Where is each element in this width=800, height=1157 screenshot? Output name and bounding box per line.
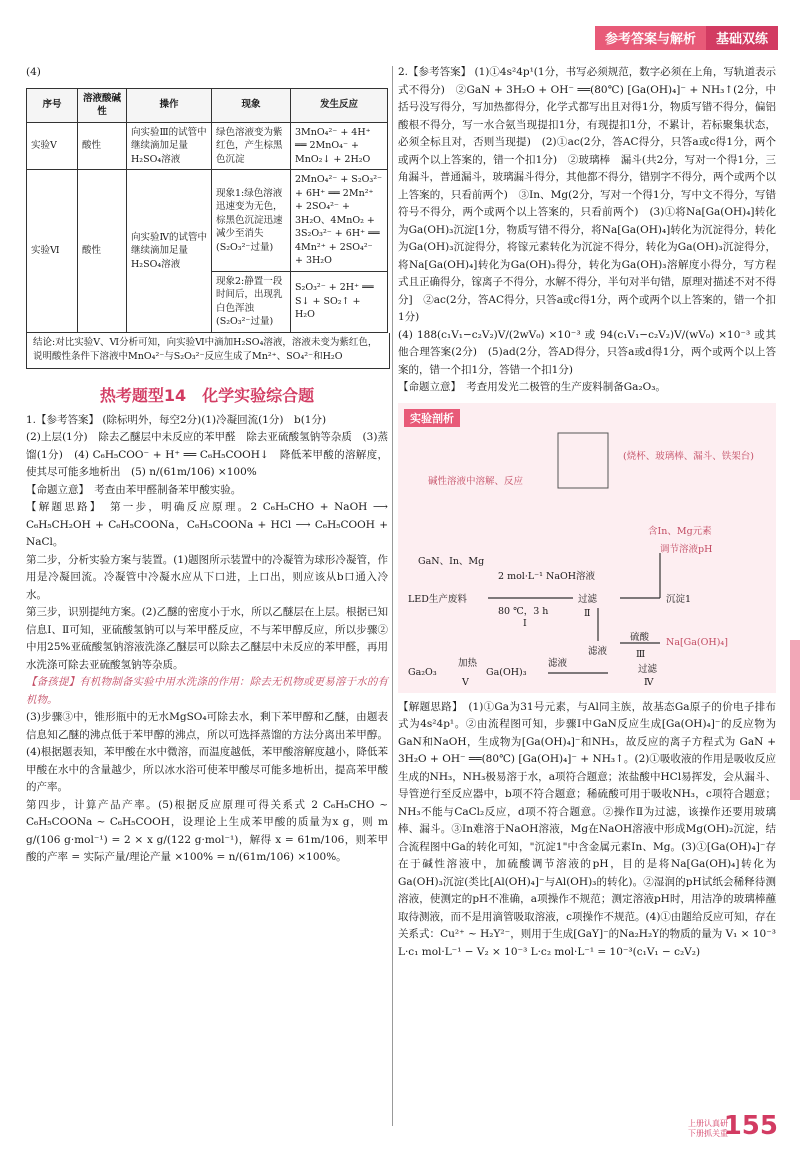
table-header-row — [27, 88, 388, 122]
experiment-tag: 实验剖析 — [404, 409, 460, 427]
flow-reagent: 2 mol·L⁻¹ NaOH溶液 — [498, 570, 596, 582]
header-banner — [595, 26, 778, 50]
solution-paragraph: 第二步，分析实验方案与装置。(1)题图所示装置中的冷凝管为球形冷凝管，作用是冷凝回流。冷凝管中冷凝水应从下口进，上口出，则应该从b口通入冷水。 — [26, 553, 388, 601]
banner-answers: 参考答案与解析 — [595, 26, 706, 50]
solution-paragraph: 【解题思路】 第一步，明确反应原理。2 C₆H₅CHO + NaOH ⟶ C₆H₅CH₂OH + C₆H₅COONa，C₆H₅COONa + HCl ⟶ C₆H₅COOH + NaCl。 — [26, 501, 388, 548]
side-tab — [790, 640, 800, 800]
table-row — [27, 170, 388, 272]
handwritten-note: 【备孩提】有机物制备实验中用水洗涤的作用：除去无机物或更易溶于水的有机物。 — [26, 676, 388, 706]
reaction-table — [26, 88, 388, 333]
note-dissolve: 碱性溶液中溶解、反应 — [428, 475, 524, 487]
experiment-flowchart — [398, 403, 776, 693]
flow-complex: Na[Ga(OH)₄] — [666, 636, 728, 648]
table-header: 现象 — [212, 88, 291, 122]
flow-gaoh3: Ga(OH)₃ — [486, 666, 527, 678]
row-reaction: 2MnO₄²⁻ + S₂O₃²⁻ + 6H⁺ ══ 2Mn²⁺ + 2SO₄²⁻ + 3H₂O、4MnO₂ + 3S₂O₃²⁻ + 6H⁺ ══ 4Mn²⁺ + 2SO₄²⁻ + 3H₂O — [291, 170, 388, 272]
row-acidity: 酸性 — [78, 122, 127, 170]
solution-paragraph: (3)步骤③中，锥形瓶中的无水MgSO₄可除去水，剩下苯甲醇和乙醚，由题表信息知乙醚的沸点低于苯甲醇的沸点，所以可选择蒸馏的方法分离出苯甲醇。(4)根据题表知，苯甲酸在水中微溶，而温度越低，苯甲酸溶解度越小，降低苯甲酸在水中的含量越少，所以冰水浴可使苯甲酸尽可能多地析出，提高苯甲酸的产率。 — [26, 711, 388, 793]
flow-cond: 80 ℃，3 h — [498, 605, 549, 617]
answer-paragraph: (2)上层(1分) 除去乙醚层中未反应的苯甲醛 除去亚硫酸氢钠等杂质 (3)蒸馏(1分) (4) C₆H₅COO⁻ + H⁺ ══ C₆H₅COOH↓ 降低苯甲酸的溶解度，使其尽可能多地析出 (5) n/(61m/106) ×100% — [26, 431, 388, 478]
row-id: 实验Ⅵ — [27, 170, 78, 333]
flow-step2: Ⅱ — [584, 607, 591, 619]
column-divider — [392, 66, 393, 1126]
flow-heat: 加热 — [458, 657, 478, 669]
solution-paragraph: 第三步，识别提纯方案。(2)乙醚的密度小于水，所以乙醚层在上层。根据已知信息Ⅰ、Ⅱ可知，亚硫酸氢钠可以与苯甲醛反应，不与苯甲醇反应，所以步骤②中用25%亚硫酸氢钠溶液洗涤乙醚层可以除去乙醚层中未反应的苯甲醛，再用水洗涤可除去亚硫酸氢钠等杂质。 — [26, 606, 388, 671]
flow-step3: Ⅲ — [636, 648, 646, 660]
banner-series: 基础双练 — [706, 26, 778, 50]
note-apparatus: (烧杯、玻璃棒、漏斗、铁架台) — [623, 450, 754, 462]
row-operation: 向实验Ⅳ的试管中继续滴加足量H₂SO₄溶液 — [127, 170, 212, 333]
table-header: 溶液酸碱性 — [78, 88, 127, 122]
table-conclusion: 结论:对比实验Ⅴ、Ⅵ分析可知，向实验Ⅵ中滴加H₂SO₄溶液，溶液未变为紫红色，说明酸性条件下溶液中MnO₄²⁻与S₂O₃²⁻反应生成了Mn²⁺、SO₄²⁻和H₂O — [26, 333, 390, 369]
flow-step1: Ⅰ — [523, 617, 527, 629]
row-phenomenon: 现象2:静置一段时间后，出现乳白色浑浊(S₂O₃²⁻过量) — [212, 271, 291, 332]
row-id: 实验Ⅴ — [27, 122, 78, 170]
flow-filter2: 过滤 — [638, 663, 658, 675]
intent-paragraph: 【命题立意】 考查由苯甲醛制备苯甲酸实验。 — [26, 483, 242, 496]
section-title: 热考题型14 化学实验综合题 — [99, 385, 315, 405]
apparatus-icon — [558, 433, 608, 488]
flow-step4: Ⅳ — [644, 676, 654, 688]
answer-paragraph: 1.【参考答案】 (除标明外，每空2分)(1)冷凝回流(1分) b(1分) — [26, 413, 327, 426]
page-header — [0, 0, 800, 56]
row-reaction: 3MnO₄²⁻ + 4H⁺ ══ 2MnO₄⁻ + MnO₂↓ + 2H₂O — [291, 122, 388, 170]
row-phenomenon: 绿色溶液变为紫红色，产生棕黑色沉淀 — [212, 122, 291, 170]
part-label: (4) — [26, 66, 41, 78]
row-acidity: 酸性 — [78, 170, 127, 333]
row-reaction: S₂O₃²⁻ + 2H⁺ ══ S↓ + SO₂↑ + H₂O — [291, 271, 388, 332]
row-operation: 向实验Ⅲ的试管中继续滴加足量H₂SO₄溶液 — [127, 122, 212, 170]
flow-precip1: 沉淀1 — [666, 593, 692, 605]
right-column — [398, 64, 776, 961]
left-column — [26, 64, 388, 867]
flow-ga2o3: Ga₂O₃ — [408, 666, 437, 678]
flowchart-arrows — [398, 403, 776, 693]
answer-paragraph: (4) 188(c₁V₁−c₂V₂)V/(2wV₀) ×10⁻³ 或 94(c₁V₁−c₂V₂)V/(wV₀) ×10⁻³ 或其他合理答案(2分) (5)ad(2分，答AD得分，只答a或d得1分，两个或两个以上答案的，错一个扣1分，答错一个扣1分) — [398, 328, 776, 376]
table-header: 操作 — [127, 88, 212, 122]
note-ph: 调节溶液pH — [660, 543, 713, 555]
footer-brand — [688, 1119, 728, 1139]
table-row — [27, 122, 388, 170]
brand-line: 上册认真研 — [688, 1119, 728, 1128]
table-header: 发生反应 — [291, 88, 388, 122]
row-phenomenon: 现象1:绿色溶液迅速变为无色，棕黑色沉淀迅速减少至消失(S₂O₃²⁻过量) — [212, 170, 291, 272]
intent-paragraph: 【命题立意】 考查用发光二极管的生产废料制备Ga₂O₃。 — [398, 381, 666, 393]
flow-filter1: 过滤 — [578, 593, 598, 605]
flow-filtrate2: 滤液 — [548, 657, 568, 669]
flow-step5: Ⅴ — [462, 676, 469, 688]
flow-waste: LED生产废料 — [408, 593, 467, 605]
flow-input: GaN、In、Mg — [418, 555, 485, 567]
flow-filtrate: 滤液 — [588, 645, 608, 657]
page-number: 155 — [723, 1111, 778, 1141]
brand-line: 下册抓关重 — [688, 1129, 728, 1138]
solution-paragraph: 【解题思路】 (1)①Ga为31号元素，与Al同主族，故基态Ga原子的价电子排布式为4s²4p¹。②由流程图可知，步骤Ⅰ中GaN反应生成[Ga(OH)₄]⁻的反应物为GaN和NaOH，生成物为[Ga(OH)₄]⁻和NH₃，故反应的离子方程式为 GaN + 3H₂O + OH⁻ ══(80℃) [Ga(OH)₄]⁻ + NH₃↑。(2)①吸收液的作用是吸收反应生成的NH₃，NH₃极易溶于水，a项符合题意；浓盐酸中HCl易挥发，会从漏斗、导管逆行至反应器中，b项不符合题意；稀硫酸可用于吸收NH₃，c项符合题意；NH₃不能与CaCl₂反应，d项不符合题意。②操作Ⅱ为过滤，该操作还要用玻璃棒、漏斗。③In难溶于NaOH溶液，Mg在NaOH溶液中形成Mg(OH)₂沉淀，结合流程图中Ga的转化可知，"沉淀1"中含金属元素In、Mg。(3)①[Ga(OH)₄]⁻存在于碱性溶液中，加硫酸调节溶液的pH，目的是将Na[Ga(OH)₄]转化为Ga(OH)₃沉淀(类比[Al(OH)₄]⁻与Al(OH)₃的转化)。②湿润的pH试纸会稀释待测溶液，使测定的pH不准确，a项操作不规范；测定溶液pH时，用洁净的玻璃棒蘸取待测液，而不是用滴管吸取溶液，c项操作不规范。(4)①由题给反应可知，存在关系式：Cu²⁺ ~ H₂Y²⁻，则用于生成[GaY]⁻的Na₂H₂Y的物质的量为 V₁ × 10⁻³ L·c₁ mol·L⁻¹ − V₂ × 10⁻³ L·c₂ mol·L⁻¹ = 10⁻³(c₁V₁ − c₂V₂) — [398, 700, 776, 958]
table-header: 序号 — [27, 88, 78, 122]
answer-paragraph: 2.【参考答案】 (1)①4s²4p¹(1分，书写必须规范，数字必须在上角，写轨道表示式不得分) ②GaN + 3H₂O + OH⁻ ══(80℃) [Ga(OH)₄]⁻ + NH₃↑(2分，中括号没写得分，写加热都得分，化学式都写出且对得1分，物质写错不得分，偏铝酸根不得分，写一水合氨当现提扣1分，有现提扣1分，不累计，若标聚集状态，必须全标且对，否则当现提) (2)①ac(2分，答AC得分，只答a或c得1分，两个或两个以上答案的，错一个扣1分) ②玻璃棒 漏斗(共2分，写对一个得1分，三角漏斗，普通漏斗，玻璃漏斗得分，其他都不得分，错别字不得分，两个或两个以上答案的，只看前两个) ③In、Mg(2分，写对一个得1分，写中文不得分，写错符号不得分，两个或两个以上答案的，只看前两个) (3)①将Na[Ga(OH)₄]转化为Ga(OH)₃沉淀[1分，物质写错不得分，将Na[Ga(OH)₄]转化为沉淀得分，转化为Ga(OH)₃沉淀得分，将镓元素转化为沉淀不得分，转化为Ga(OH)₃沉淀得分，将Na[Ga(OH)₄]转化为Ga(OH)₃得分，转化为Ga(OH)₃溶解度小得分，写方程式且正确得分，镓离子不得分，水解不得分，半句对半句错，原理对描述不对不得分] ②ac(2分，答AC得分，只答a或c得1分，两个或两个以上答案的，错一个扣1分) — [398, 66, 776, 323]
solution-paragraph: 第四步，计算产品产率。(5)根据反应原理可得关系式 2 C₆H₅CHO ~ C₆H₅COONa ~ C₆H₅COOH，设理论上生成苯甲酸的质量为x g，则 m g/(106 g·mol⁻¹) = 2 × x g/(122 g·mol⁻¹)，解得 x = 61m/106，则苯甲酸的产率 = 实际产量/理论产量 ×100% = n/(61m/106) ×100%。 — [26, 798, 388, 863]
flow-acid: 硫酸 — [630, 631, 650, 643]
note-in-mg: 含In、Mg元素 — [648, 525, 712, 537]
